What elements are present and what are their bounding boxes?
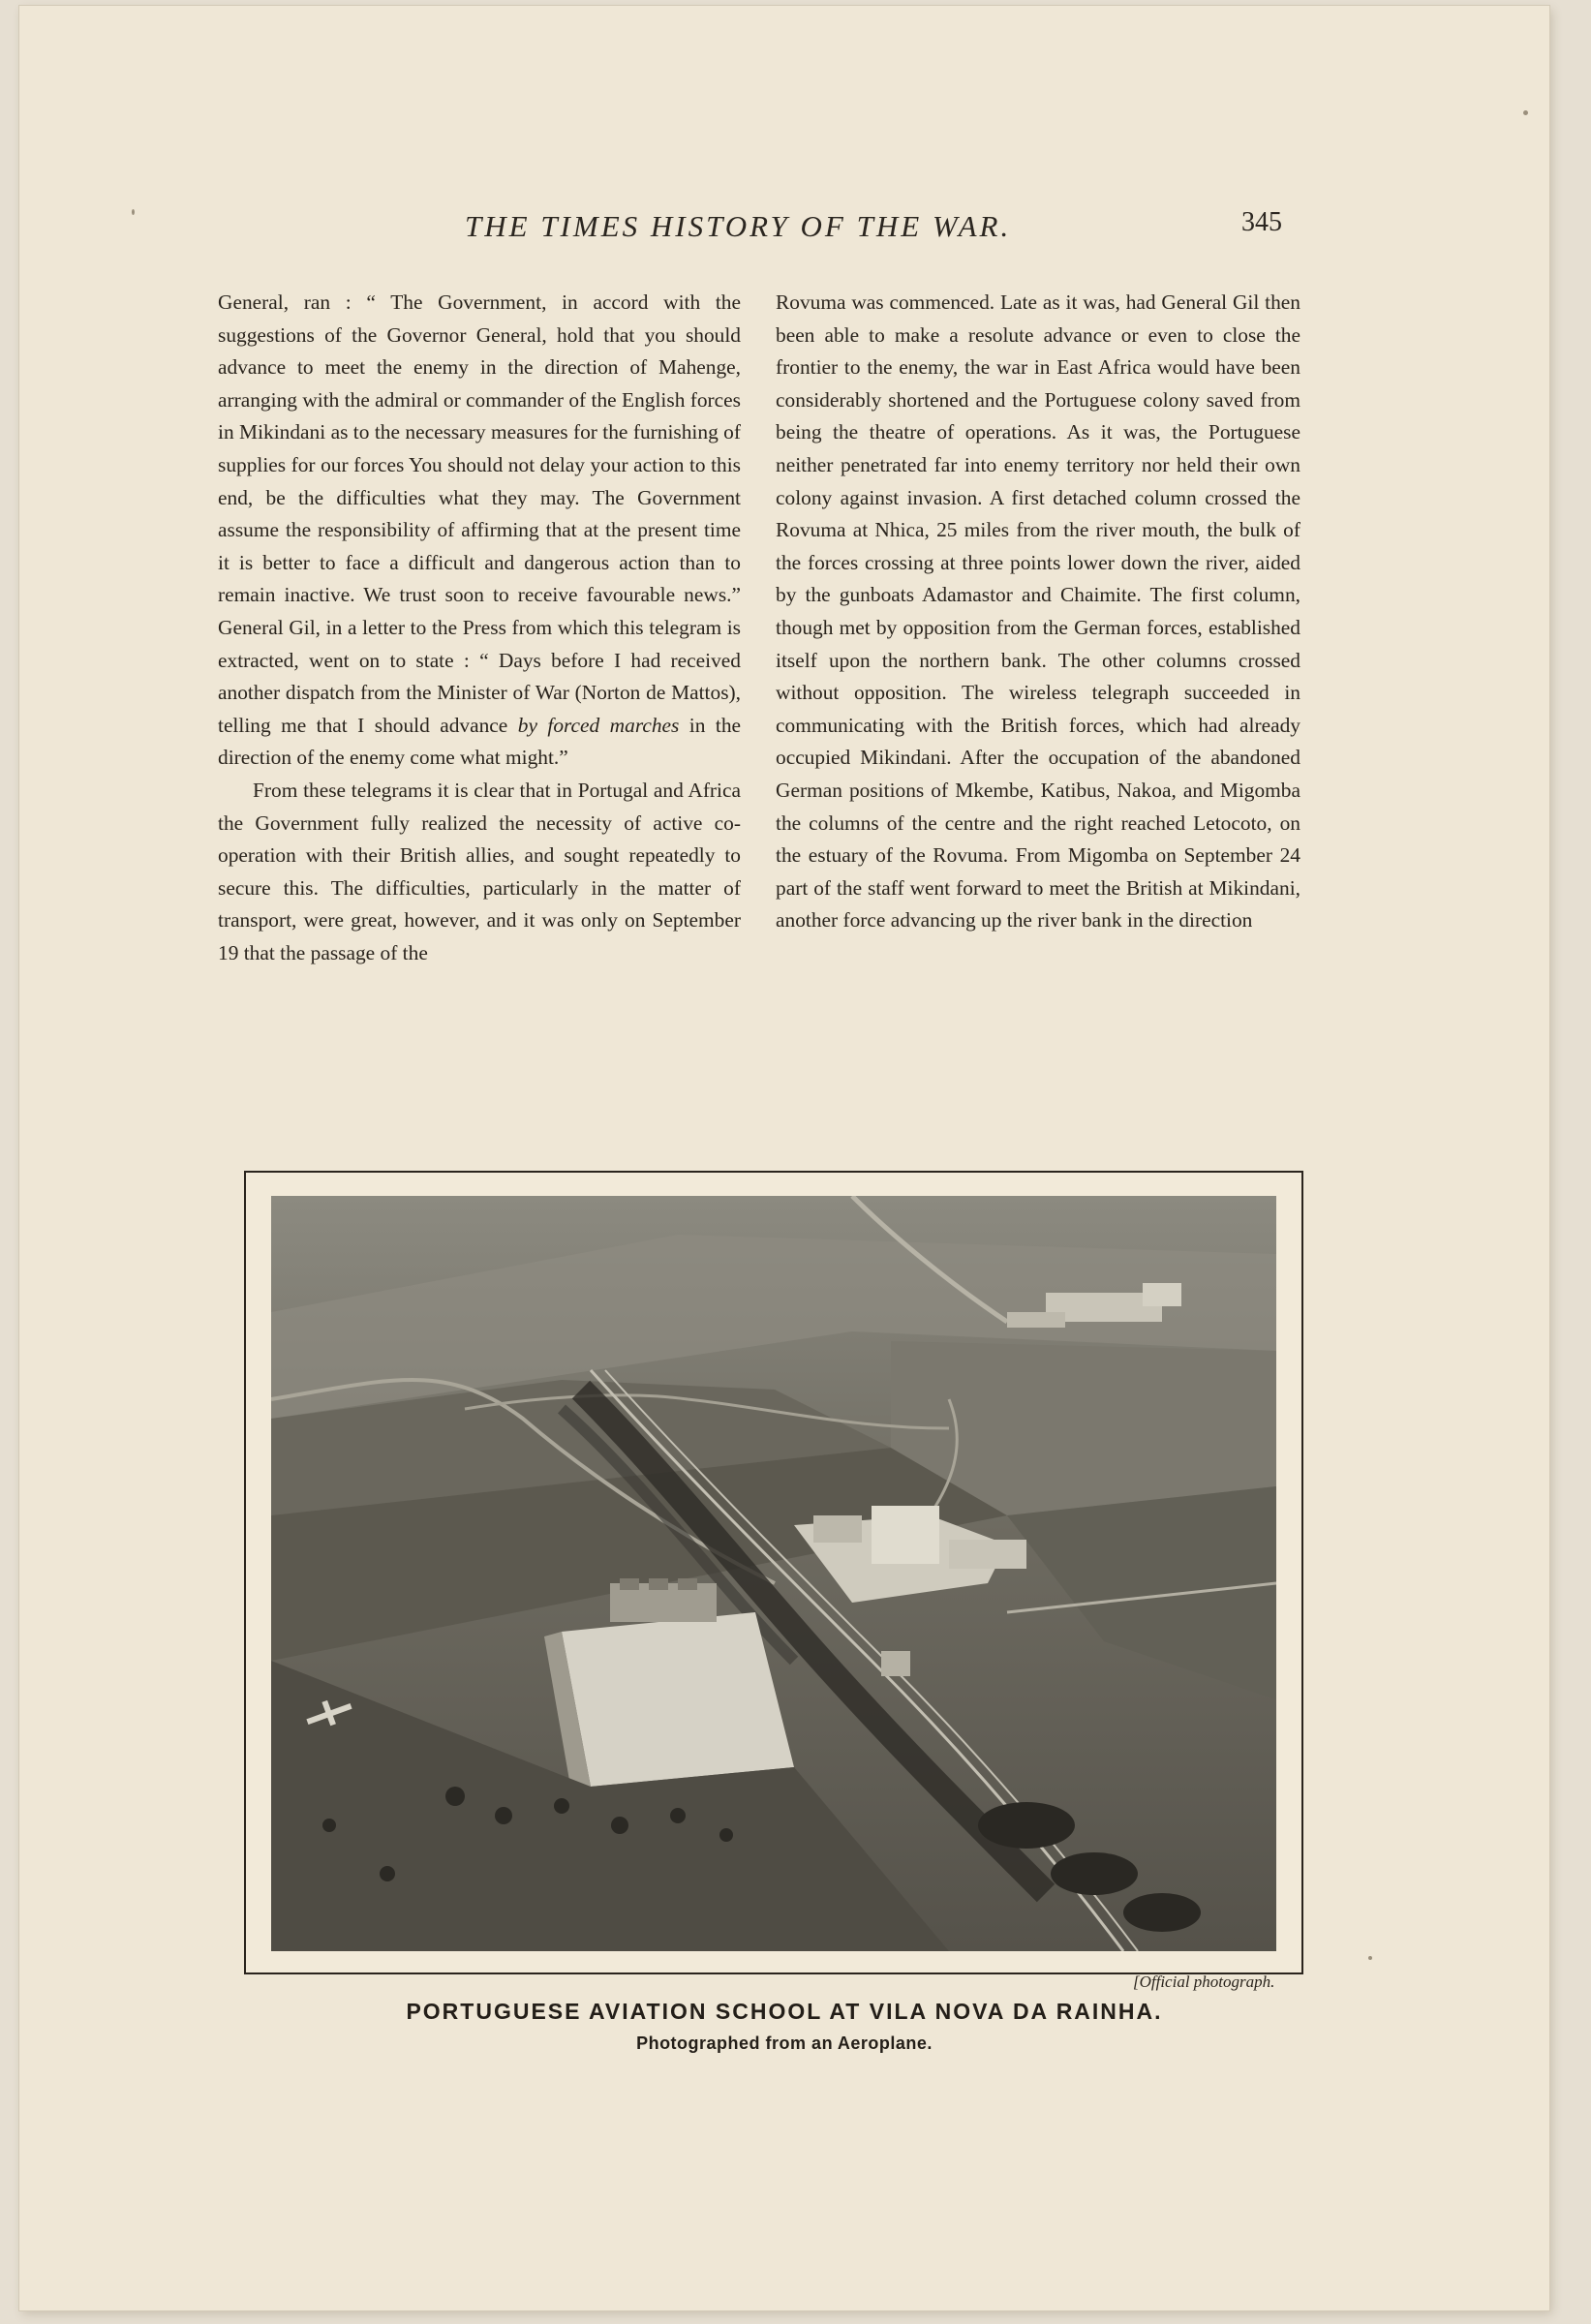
page-number: 345	[1241, 207, 1282, 237]
paper-speck	[1523, 110, 1528, 115]
left-paragraph-1-emphasis: by forced marches	[517, 713, 680, 737]
left-column	[218, 287, 741, 969]
left-paragraph-2: From these telegrams it is clear that in Portugal and Africa the Government fully realized the necessity of active co-operation with their British allies, and sought repeatedly to secure this. The difficulties, particularly in the matter of transport, were great, however, and it was only on September 19 that the passage of the	[218, 778, 741, 964]
left-paragraph-1	[218, 287, 741, 775]
running-head: THE TIMES HISTORY OF THE WAR.	[465, 209, 1012, 243]
page-sheet	[19, 6, 1549, 2310]
photo-frame	[244, 1171, 1303, 1974]
figure-caption: PORTUGUESE AVIATION SCHOOL AT VILA NOVA DA RAINHA.	[406, 1999, 1163, 2024]
photo-credit: [Official photograph.	[1133, 1972, 1275, 1991]
right-paragraph-1: Rovuma was commenced. Late as it was, had General Gil then been able to make a resolute advance or even to close the frontier to the enemy, the war in East Africa would have been considerably shortened and the Portuguese colony saved from being the theatre of operations. As it was, the Portuguese neither penetrated far into enemy territory nor held their own colony against invasion. A first detached column crossed the Rovuma at Nhica, 25 miles from the river mouth, the bulk of the forces crossing at three points lower down the river, aided by the gunboats Adamastor and Chaimite. The first column, though met by opposition from the German forces, established itself upon the northern bank. The other columns crossed without opposition. The wireless telegraph succeeded in communicating with the British forces, which had already occupied Mikindani. After the occupation of the abandoned German positions of Mkembe, Katibus, Nakoa, and Migomba the columns of the centre and the right reached Letocoto, on the estuary of the Rovuma. From Migomba on September 24 part of the staff went forward to meet the British at Mikindani, another force advancing up the river bank in the direction	[776, 290, 1300, 933]
aerial-photograph	[271, 1196, 1276, 1951]
left-paragraph-1-text: General, ran : “ The Government, in accord with the suggestions of the Governor General, hold that you should advance to meet the enemy in the direction of Mahenge, arranging with the admiral or commander of the English forces in Mikindani as to the necessary measures for the furnishing of supplies for our forces You should not delay your action to this end, be the difficulties what they may. The Government assume the responsibility of affirming that at the present time it is better to face a difficult and dangerous action than to remain inactive. We trust soon to receive favourable news.” General Gil, in a letter to the Press from which this telegram is extracted, went on to state : “ Days before I had received another dispatch from the Minister of War (Norton de Mattos), telling me that I should advance	[218, 290, 741, 737]
figure-subcaption: Photographed from an Aeroplane.	[636, 2034, 933, 2053]
aerial-photograph-image	[271, 1196, 1276, 1951]
right-column	[776, 287, 1300, 937]
left-paragraph-1-tail: in the direction of the enemy come what might.”	[218, 713, 742, 770]
paper-speck	[132, 209, 135, 215]
paper-speck	[1368, 1956, 1372, 1960]
